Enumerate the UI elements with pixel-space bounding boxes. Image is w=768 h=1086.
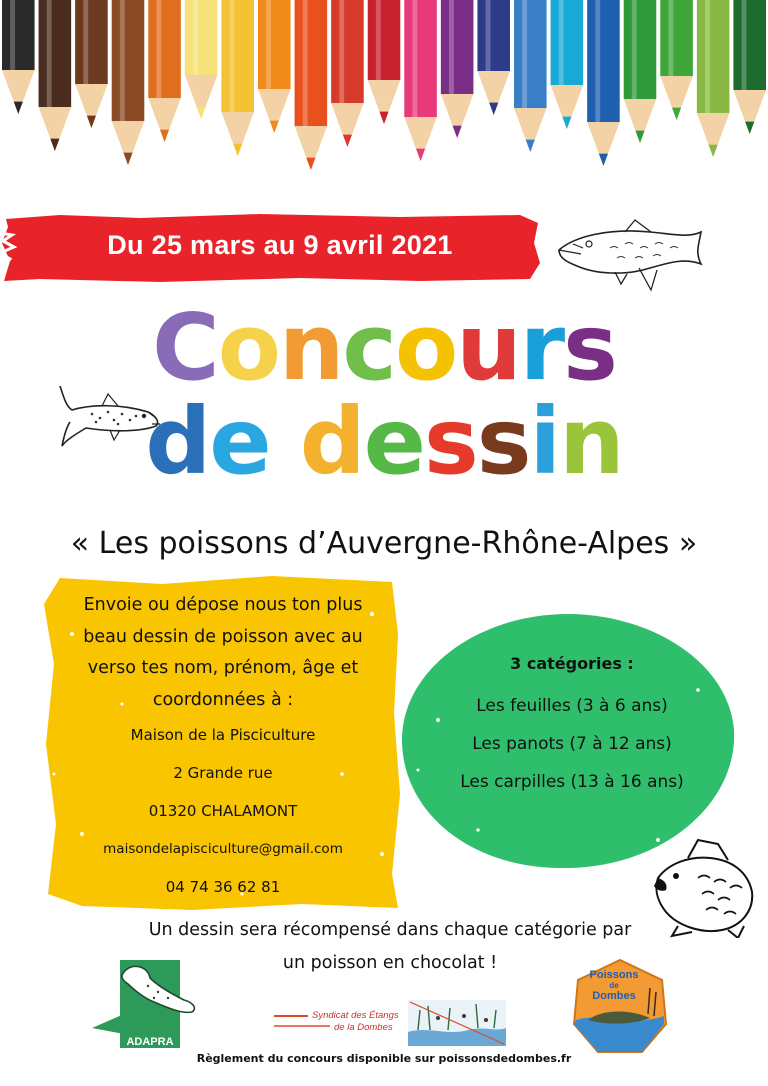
category-item: Les carpilles (13 à 16 ans) — [460, 772, 684, 792]
pencil — [148, 0, 181, 142]
pencil — [368, 0, 401, 124]
title-line-2 — [0, 388, 768, 495]
title-letter: r — [519, 294, 564, 401]
category-item: Les panots (7 à 12 ans) — [472, 734, 672, 754]
phone-number: 04 74 36 62 81 — [165, 878, 281, 896]
adapra-logo — [88, 958, 206, 1050]
title-letter: e — [209, 388, 270, 495]
syndicat-line-1: Syndicat des Étangs — [312, 1010, 399, 1021]
dombes-landscape-illustration — [408, 996, 506, 1048]
pdd-line-3: Dombes — [592, 990, 636, 1002]
instructions-block — [42, 590, 404, 906]
title-letter: u — [456, 294, 520, 401]
pencil — [624, 0, 657, 143]
title-letter: C — [152, 294, 218, 401]
adapra-label: ADAPRA — [126, 1036, 174, 1048]
pencil — [587, 0, 620, 166]
pencil — [514, 0, 547, 152]
title-letter: n — [559, 388, 623, 495]
poissons-de-dombes-logo — [570, 958, 670, 1058]
pdd-line-2: de — [609, 981, 619, 990]
categories-block — [432, 654, 712, 801]
pencil — [295, 0, 328, 170]
email-address: maisondelapisciculture@gmail.com — [103, 841, 343, 857]
pencil — [331, 0, 364, 147]
syndicat-etangs-dombes-logo — [272, 1000, 412, 1040]
pencil — [551, 0, 584, 129]
pencil — [697, 0, 730, 157]
pencil — [258, 0, 291, 133]
title-letter: s — [423, 388, 477, 495]
title-letter: o — [217, 294, 279, 401]
title-letter: i — [529, 388, 560, 495]
title-line-1 — [0, 294, 768, 401]
pencil — [2, 0, 35, 114]
contest-dates: Du 25 mars au 9 avril 2021 — [107, 230, 453, 260]
title-letter: n — [278, 294, 343, 401]
pencil — [39, 0, 72, 151]
prize-line: un poisson en chocolat ! — [282, 953, 498, 973]
street-address: 2 Grande rue — [173, 764, 273, 782]
pdd-line-1: Poissons — [589, 969, 639, 981]
category-item: Les feuilles (3 à 6 ans) — [476, 696, 668, 716]
title-letter: c — [342, 294, 395, 401]
pencil — [112, 0, 145, 165]
title-letter — [270, 388, 300, 495]
pencil — [477, 0, 510, 115]
prize-line: Un dessin sera récompensé dans chaque catégorie par — [148, 920, 632, 940]
pencil — [660, 0, 693, 120]
title-letter: s — [563, 294, 616, 401]
main-title — [0, 294, 768, 495]
footer-rules-note: Règlement du concours disponible sur poissonsdedombes.fr — [196, 1052, 572, 1065]
title-letter: d — [299, 388, 364, 495]
title-letter: o — [394, 294, 457, 401]
pencil — [75, 0, 108, 128]
pencil — [185, 0, 218, 119]
city-address: 01320 CHALAMONT — [148, 802, 298, 820]
title-letter: s — [476, 388, 530, 495]
instruction-line: Envoie ou dépose nous ton plus — [83, 595, 363, 615]
syndicat-line-2: de la Dombes — [334, 1022, 393, 1033]
instruction-line: verso tes nom, prénom, âge et — [87, 658, 359, 678]
categories-heading: 3 catégories : — [510, 654, 634, 673]
organization-name: Maison de la Pisciculture — [130, 726, 316, 744]
pencil — [221, 0, 254, 156]
pencil — [404, 0, 437, 161]
pencil — [441, 0, 474, 138]
title-letter: d — [145, 388, 210, 495]
title-letter: e — [363, 388, 424, 495]
pencil — [733, 0, 766, 134]
instruction-line: coordonnées à : — [152, 689, 294, 710]
colored-pencils-illustration — [0, 0, 768, 215]
instruction-line: beau dessin de poisson avec au — [83, 626, 363, 647]
contest-theme: « Les poissons d’Auvergne-Rhône-Alpes » — [70, 526, 698, 561]
